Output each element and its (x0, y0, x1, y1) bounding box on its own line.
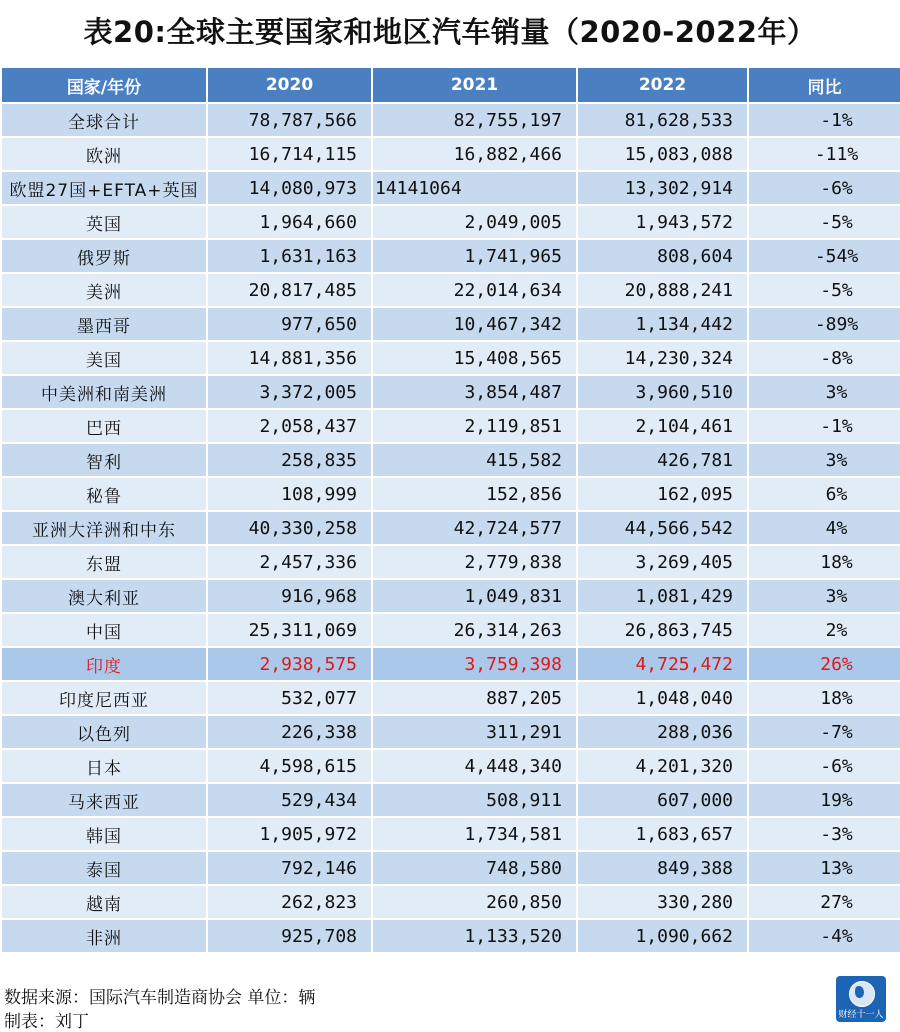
value-2022-cell: 426,781 (577, 443, 748, 477)
value-2022-cell: 849,388 (577, 851, 748, 885)
table-row (1, 273, 900, 307)
value-2020-cell: 25,311,069 (207, 613, 372, 647)
value-2020-cell: 16,714,115 (207, 137, 372, 171)
value-2022-cell: 1,048,040 (577, 681, 748, 715)
yoy-cell: 6% (748, 477, 900, 511)
globe-icon (849, 981, 875, 1007)
table-row (1, 545, 900, 579)
value-2021-cell: 1,049,831 (372, 579, 577, 613)
value-2022-cell: 288,036 (577, 715, 748, 749)
value-2021-cell: 2,779,838 (372, 545, 577, 579)
region-cell: 泰国 (1, 851, 207, 885)
yoy-cell: 3% (748, 375, 900, 409)
logo (836, 976, 886, 1022)
value-2021-cell: 16,882,466 (372, 137, 577, 171)
region-cell: 印度 (1, 647, 207, 681)
value-2021-cell: 311,291 (372, 715, 577, 749)
value-2020-cell: 262,823 (207, 885, 372, 919)
yoy-cell: -6% (748, 749, 900, 783)
value-2020-cell: 916,968 (207, 579, 372, 613)
value-2022-cell: 20,888,241 (577, 273, 748, 307)
table-row (1, 171, 900, 205)
table-row (1, 681, 900, 715)
value-2022-cell: 81,628,533 (577, 103, 748, 137)
table-row (1, 783, 900, 817)
table-row (1, 375, 900, 409)
table-row (1, 205, 900, 239)
yoy-cell: 4% (748, 511, 900, 545)
value-2022-cell: 3,269,405 (577, 545, 748, 579)
value-2020-cell: 20,817,485 (207, 273, 372, 307)
yoy-cell: -1% (748, 103, 900, 137)
value-2020-cell: 258,835 (207, 443, 372, 477)
yoy-cell: 3% (748, 579, 900, 613)
region-cell: 东盟 (1, 545, 207, 579)
yoy-cell: -89% (748, 307, 900, 341)
value-2021-cell: 14141064 (372, 171, 577, 205)
region-cell: 韩国 (1, 817, 207, 851)
yoy-cell: -5% (748, 273, 900, 307)
value-2022-cell: 1,090,662 (577, 919, 748, 953)
value-2022-cell: 15,083,088 (577, 137, 748, 171)
value-2021-cell: 2,049,005 (372, 205, 577, 239)
value-2020-cell: 2,058,437 (207, 409, 372, 443)
yoy-cell: 2% (748, 613, 900, 647)
region-cell: 以色列 (1, 715, 207, 749)
value-2022-cell: 1,943,572 (577, 205, 748, 239)
table-row (1, 239, 900, 273)
value-2022-cell: 1,081,429 (577, 579, 748, 613)
header-region: 国家/年份 (1, 67, 207, 103)
value-2022-cell: 607,000 (577, 783, 748, 817)
region-cell: 欧盟27国+EFTA+英国 (1, 171, 207, 205)
value-2020-cell: 1,964,660 (207, 205, 372, 239)
value-2022-cell: 4,201,320 (577, 749, 748, 783)
value-2021-cell: 748,580 (372, 851, 577, 885)
table-row (1, 103, 900, 137)
value-2020-cell: 1,905,972 (207, 817, 372, 851)
header-2022: 2022 (577, 67, 748, 103)
table-row (1, 851, 900, 885)
region-cell: 欧洲 (1, 137, 207, 171)
region-cell: 智利 (1, 443, 207, 477)
value-2022-cell: 14,230,324 (577, 341, 748, 375)
yoy-cell: 26% (748, 647, 900, 681)
value-2020-cell: 108,999 (207, 477, 372, 511)
value-2020-cell: 14,881,356 (207, 341, 372, 375)
value-2021-cell: 3,854,487 (372, 375, 577, 409)
value-2022-cell: 330,280 (577, 885, 748, 919)
value-2022-cell: 162,095 (577, 477, 748, 511)
region-cell: 美洲 (1, 273, 207, 307)
logo-text: 财经十一人 (838, 1010, 884, 1020)
region-cell: 印度尼西亚 (1, 681, 207, 715)
value-2020-cell: 3,372,005 (207, 375, 372, 409)
region-cell: 墨西哥 (1, 307, 207, 341)
table-row (1, 613, 900, 647)
value-2020-cell: 532,077 (207, 681, 372, 715)
value-2022-cell: 26,863,745 (577, 613, 748, 647)
value-2021-cell: 26,314,263 (372, 613, 577, 647)
region-cell: 俄罗斯 (1, 239, 207, 273)
value-2021-cell: 4,448,340 (372, 749, 577, 783)
table-row (1, 341, 900, 375)
yoy-cell: -5% (748, 205, 900, 239)
value-2022-cell: 44,566,542 (577, 511, 748, 545)
value-2021-cell: 2,119,851 (372, 409, 577, 443)
table-row (1, 817, 900, 851)
header-yoy: 同比 (748, 67, 900, 103)
table-row (1, 715, 900, 749)
value-2020-cell: 226,338 (207, 715, 372, 749)
region-cell: 澳大利亚 (1, 579, 207, 613)
yoy-cell: -1% (748, 409, 900, 443)
region-cell: 英国 (1, 205, 207, 239)
value-2021-cell: 887,205 (372, 681, 577, 715)
value-2020-cell: 40,330,258 (207, 511, 372, 545)
value-2021-cell: 15,408,565 (372, 341, 577, 375)
yoy-cell: -3% (748, 817, 900, 851)
value-2021-cell: 415,582 (372, 443, 577, 477)
value-2020-cell: 14,080,973 (207, 171, 372, 205)
region-cell: 中国 (1, 613, 207, 647)
yoy-cell: -8% (748, 341, 900, 375)
yoy-cell: -7% (748, 715, 900, 749)
value-2021-cell: 152,856 (372, 477, 577, 511)
value-2021-cell: 22,014,634 (372, 273, 577, 307)
yoy-cell: -6% (748, 171, 900, 205)
page-title: 表20:全球主要国家和地区汽车销量（2020-2022年） (83, 15, 817, 49)
value-2020-cell: 977,650 (207, 307, 372, 341)
yoy-cell: -4% (748, 919, 900, 953)
value-2020-cell: 792,146 (207, 851, 372, 885)
yoy-cell: 18% (748, 681, 900, 715)
source-note: 数据来源：国际汽车制造商协会 单位：辆 (4, 988, 316, 1008)
table-row (1, 511, 900, 545)
table-row (1, 307, 900, 341)
region-cell: 巴西 (1, 409, 207, 443)
table-row (1, 137, 900, 171)
value-2021-cell: 1,741,965 (372, 239, 577, 273)
region-cell: 越南 (1, 885, 207, 919)
value-2021-cell: 508,911 (372, 783, 577, 817)
value-2021-cell: 1,734,581 (372, 817, 577, 851)
value-2021-cell: 10,467,342 (372, 307, 577, 341)
value-2022-cell: 1,134,442 (577, 307, 748, 341)
value-2022-cell: 13,302,914 (577, 171, 748, 205)
value-2021-cell: 82,755,197 (372, 103, 577, 137)
region-cell: 马来西亚 (1, 783, 207, 817)
table-row (1, 885, 900, 919)
table-row (1, 477, 900, 511)
sales-table (0, 66, 900, 954)
value-2021-cell: 3,759,398 (372, 647, 577, 681)
table-row (1, 919, 900, 953)
header-2020: 2020 (207, 67, 372, 103)
table-row (1, 579, 900, 613)
yoy-cell: 27% (748, 885, 900, 919)
value-2020-cell: 1,631,163 (207, 239, 372, 273)
yoy-cell: 3% (748, 443, 900, 477)
table-row (1, 443, 900, 477)
value-2022-cell: 2,104,461 (577, 409, 748, 443)
value-2020-cell: 2,938,575 (207, 647, 372, 681)
value-2021-cell: 1,133,520 (372, 919, 577, 953)
value-2020-cell: 4,598,615 (207, 749, 372, 783)
region-cell: 亚洲大洋洲和中东 (1, 511, 207, 545)
value-2020-cell: 529,434 (207, 783, 372, 817)
value-2022-cell: 1,683,657 (577, 817, 748, 851)
region-cell: 秘鲁 (1, 477, 207, 511)
table-row (1, 647, 900, 681)
value-2021-cell: 260,850 (372, 885, 577, 919)
value-2022-cell: 3,960,510 (577, 375, 748, 409)
region-cell: 非洲 (1, 919, 207, 953)
header-2021: 2021 (372, 67, 577, 103)
table-row (1, 409, 900, 443)
value-2022-cell: 4,725,472 (577, 647, 748, 681)
yoy-cell: 18% (748, 545, 900, 579)
region-cell: 中美洲和南美洲 (1, 375, 207, 409)
value-2020-cell: 925,708 (207, 919, 372, 953)
yoy-cell: 19% (748, 783, 900, 817)
value-2020-cell: 78,787,566 (207, 103, 372, 137)
yoy-cell: -54% (748, 239, 900, 273)
yoy-cell: 13% (748, 851, 900, 885)
region-cell: 全球合计 (1, 103, 207, 137)
author-note: 制表：刘丁 (4, 1012, 89, 1032)
table-header-row (1, 67, 900, 103)
value-2020-cell: 2,457,336 (207, 545, 372, 579)
value-2022-cell: 808,604 (577, 239, 748, 273)
region-cell: 日本 (1, 749, 207, 783)
yoy-cell: -11% (748, 137, 900, 171)
value-2021-cell: 42,724,577 (372, 511, 577, 545)
table-row (1, 749, 900, 783)
region-cell: 美国 (1, 341, 207, 375)
